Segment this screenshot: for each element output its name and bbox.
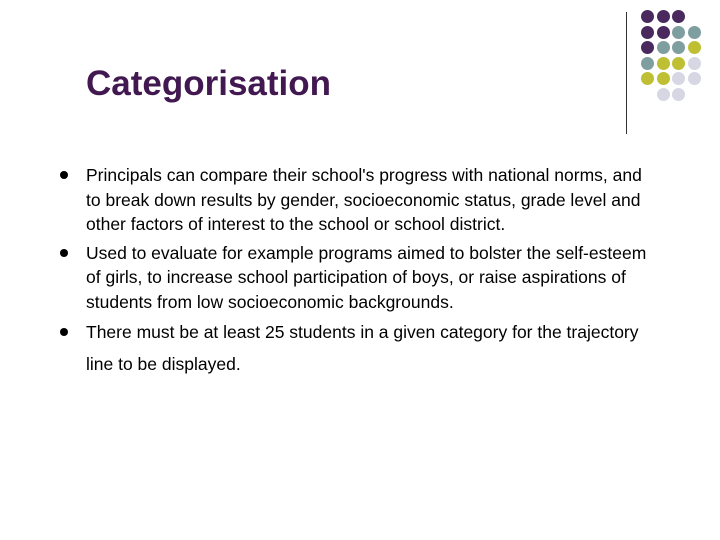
decorative-dot-teal (672, 26, 685, 39)
decorative-dot-teal (641, 57, 654, 70)
decorative-dot-yellow (688, 41, 701, 54)
bullet-dot-icon (60, 171, 68, 179)
decorative-dot-purple (672, 10, 685, 23)
decorative-dot-purple (657, 26, 670, 39)
bullet-text: Principals can compare their school's progress with national norms, and to break down results by gender, socioeconomic status, grade level and other factors of interest to the school or school district. (86, 165, 642, 234)
decorative-dot-yellow (672, 57, 685, 70)
vertical-divider (626, 12, 627, 134)
bullet-item (60, 163, 660, 237)
slide-title: Categorisation (86, 64, 332, 103)
decorative-dot-lavender (672, 88, 685, 101)
decorative-dot-teal (688, 26, 701, 39)
decorative-dot-purple (657, 10, 670, 23)
bullet-list (60, 163, 660, 380)
decorative-dot-lavender (672, 72, 685, 85)
bullet-dot-icon (60, 328, 68, 336)
decorative-dot-yellow (641, 72, 654, 85)
bullet-dot-icon (60, 249, 68, 257)
bullet-text: Used to evaluate for example programs aimed to bolster the self-esteem of girls, to increase school participation of boys, or raise aspirations of students from low socioeconomic backgrounds. (86, 242, 647, 312)
decorative-dot-lavender (657, 88, 670, 101)
decorative-dot-lavender (688, 72, 701, 85)
decorative-dot-teal (672, 41, 685, 54)
bullet-item (60, 241, 660, 315)
bullet-item (60, 316, 660, 380)
decorative-dot-yellow (657, 72, 670, 85)
decorative-dot-purple (641, 10, 654, 23)
decorative-dot-yellow (657, 57, 670, 70)
decorative-dot-teal (657, 41, 670, 54)
decorative-dot-lavender (688, 57, 701, 70)
bullet-text: There must be at least 25 students in a given category for the trajectory line to be displayed. (86, 322, 639, 374)
decorative-dot-purple (641, 26, 654, 39)
decorative-dot-purple (641, 41, 654, 54)
